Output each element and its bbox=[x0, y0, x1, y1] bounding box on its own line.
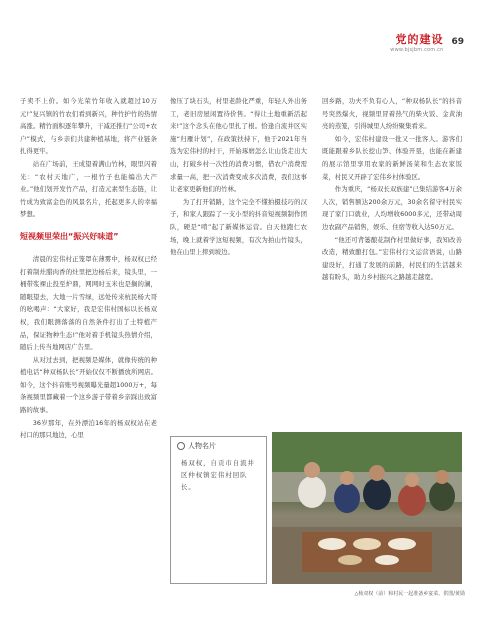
paragraph: 站在广场前，王成望着满山竹林，眼里闪着光：“农村天地广，一根竹子也能编出大产业。”他们划开发竹产品，打造元素型生态链，让竹成为致富金色的风景名片，托起更多人的幸福梦想。 bbox=[20, 159, 157, 219]
page-number: 69 bbox=[451, 37, 464, 47]
page-header bbox=[390, 30, 464, 54]
text-column-3 bbox=[322, 95, 462, 284]
text-column-2 bbox=[170, 95, 307, 259]
paragraph: 为了打开销路，这个完全不懂拍摄技巧的汉子，和家人跟踪了一支小型的抖音短视频制作团队，硬是“啃”起了新媒体运营。白天他跑仁农场，晚上就着学这短视频，有次为拍山竹镜头，他在山里上摔到坡边。 bbox=[170, 197, 307, 257]
paragraph: 清晨的宏伟村正笼罩在薄雾中，杨双权已经打着制灶腊肉香的灶里把边杨后来，镜头里，一桶带浆裸止投至炉鼎，网网时玉米也是搁的澜，随眼望去，大地一片雪绿，远处传来杭民杨大哥的吆喝声：“大家好，我是宏伟村国标以长杨双权，我们眼测落落的自然条件打出了土特植产品，保证物种生态!”他对着手机镜头热情介绍，随后上传当地网店广告里。 bbox=[20, 254, 157, 352]
paragraph: 36岁那年，在外漂泊16年的杨双权站在老村口的那只地边，心里 bbox=[20, 418, 157, 440]
profile-label: 人物名片 bbox=[188, 442, 216, 450]
magazine-logo bbox=[390, 31, 443, 53]
article-photo bbox=[272, 432, 462, 584]
paragraph: 子卖不上价。如今光荣竹年收入就超过10万元!”复兴镇的竹农们看到新兴，种竹护竹的热情高涨。精竹面积逐年攀升，干减还推行“公司+农户”模式，与乡亲们共建种植基地，将产业链条扎得更牢。 bbox=[20, 97, 157, 156]
paragraph: 像压了块石头，村里老龄化严重，年轻人外出务工，老旧房屋闲置待价售。“得让土地重新活起来!”这个念头在他心里扎了根。恰逢自流井区实施“归雁计划”，在政策扶持下，他于2021年当选为宏伟村的村干，开始琢磨怎么让山货走出大山，打破乡村一次性的消费习惯，借农户消费需求量一高，把一次消费变成多次消费，我们这事让老家更新他们的竹林。 bbox=[170, 97, 307, 194]
section-heading: 短视频里荣出“振兴好味道” bbox=[20, 231, 119, 241]
paragraph: 回乡路，功夫不负有心人，“种双杨队长”的抖音号突然爆火，视频里冒着热气的柴火饭、金黄油亮的蒸笼，引得城里人纷纷聚集看来。 bbox=[322, 97, 462, 131]
paragraph: “他还可背篓酿花制作村里做好事，我知改善改造，精致酿打包。”宏伟村行文运营语说，山路建设好，打通了发展的前路，村民们的生活越来越有盼头，助力乡村振兴之路越走越宽。 bbox=[322, 235, 462, 282]
profile-title bbox=[177, 441, 266, 451]
text-column-1 bbox=[20, 95, 157, 442]
paragraph: 作为重庆，“杨双长双族建”已集结游客4万余人次，销售额达200余万元，30余名留守村民实现了家门口就业，人均增收6000多元，还带动周边农副产品销售，娱乐、住宿等收入达50万元。 bbox=[322, 185, 462, 231]
paragraph: 从对过去到，把视频是媒体，就像传统的种植电话“种双杨队长”开始仅仅不断播放所网店。如今，这个抖音账号视频曝光量超1000万+，每条视频里都藏着一个这乡游子带着乡亲踩出致富路的故事。 bbox=[20, 355, 157, 415]
photo-illustration bbox=[272, 432, 462, 584]
profile-text: 杨双权，自贡市自流井区仲权镇宏伟村回队长。 bbox=[181, 459, 255, 491]
paragraph: 如今，宏伟村建设一批又一批客人。游客们既能跟着乡队长挖山笋、体验开垦，也能在新建的展示馆里享用农家的新鲜汤菜和生态农家饭菜，村民又开辟了宏伟乡村体验区。 bbox=[322, 134, 462, 181]
magazine-title: 党的建设 bbox=[395, 33, 444, 46]
circle-icon bbox=[177, 442, 185, 450]
profile-box bbox=[170, 436, 267, 584]
photo-caption: △杨双权（前）和村民一起准备乡宴菜。供图/黄勋 bbox=[354, 591, 465, 597]
magazine-url: www.bjsjbm.com.cn bbox=[390, 47, 444, 53]
